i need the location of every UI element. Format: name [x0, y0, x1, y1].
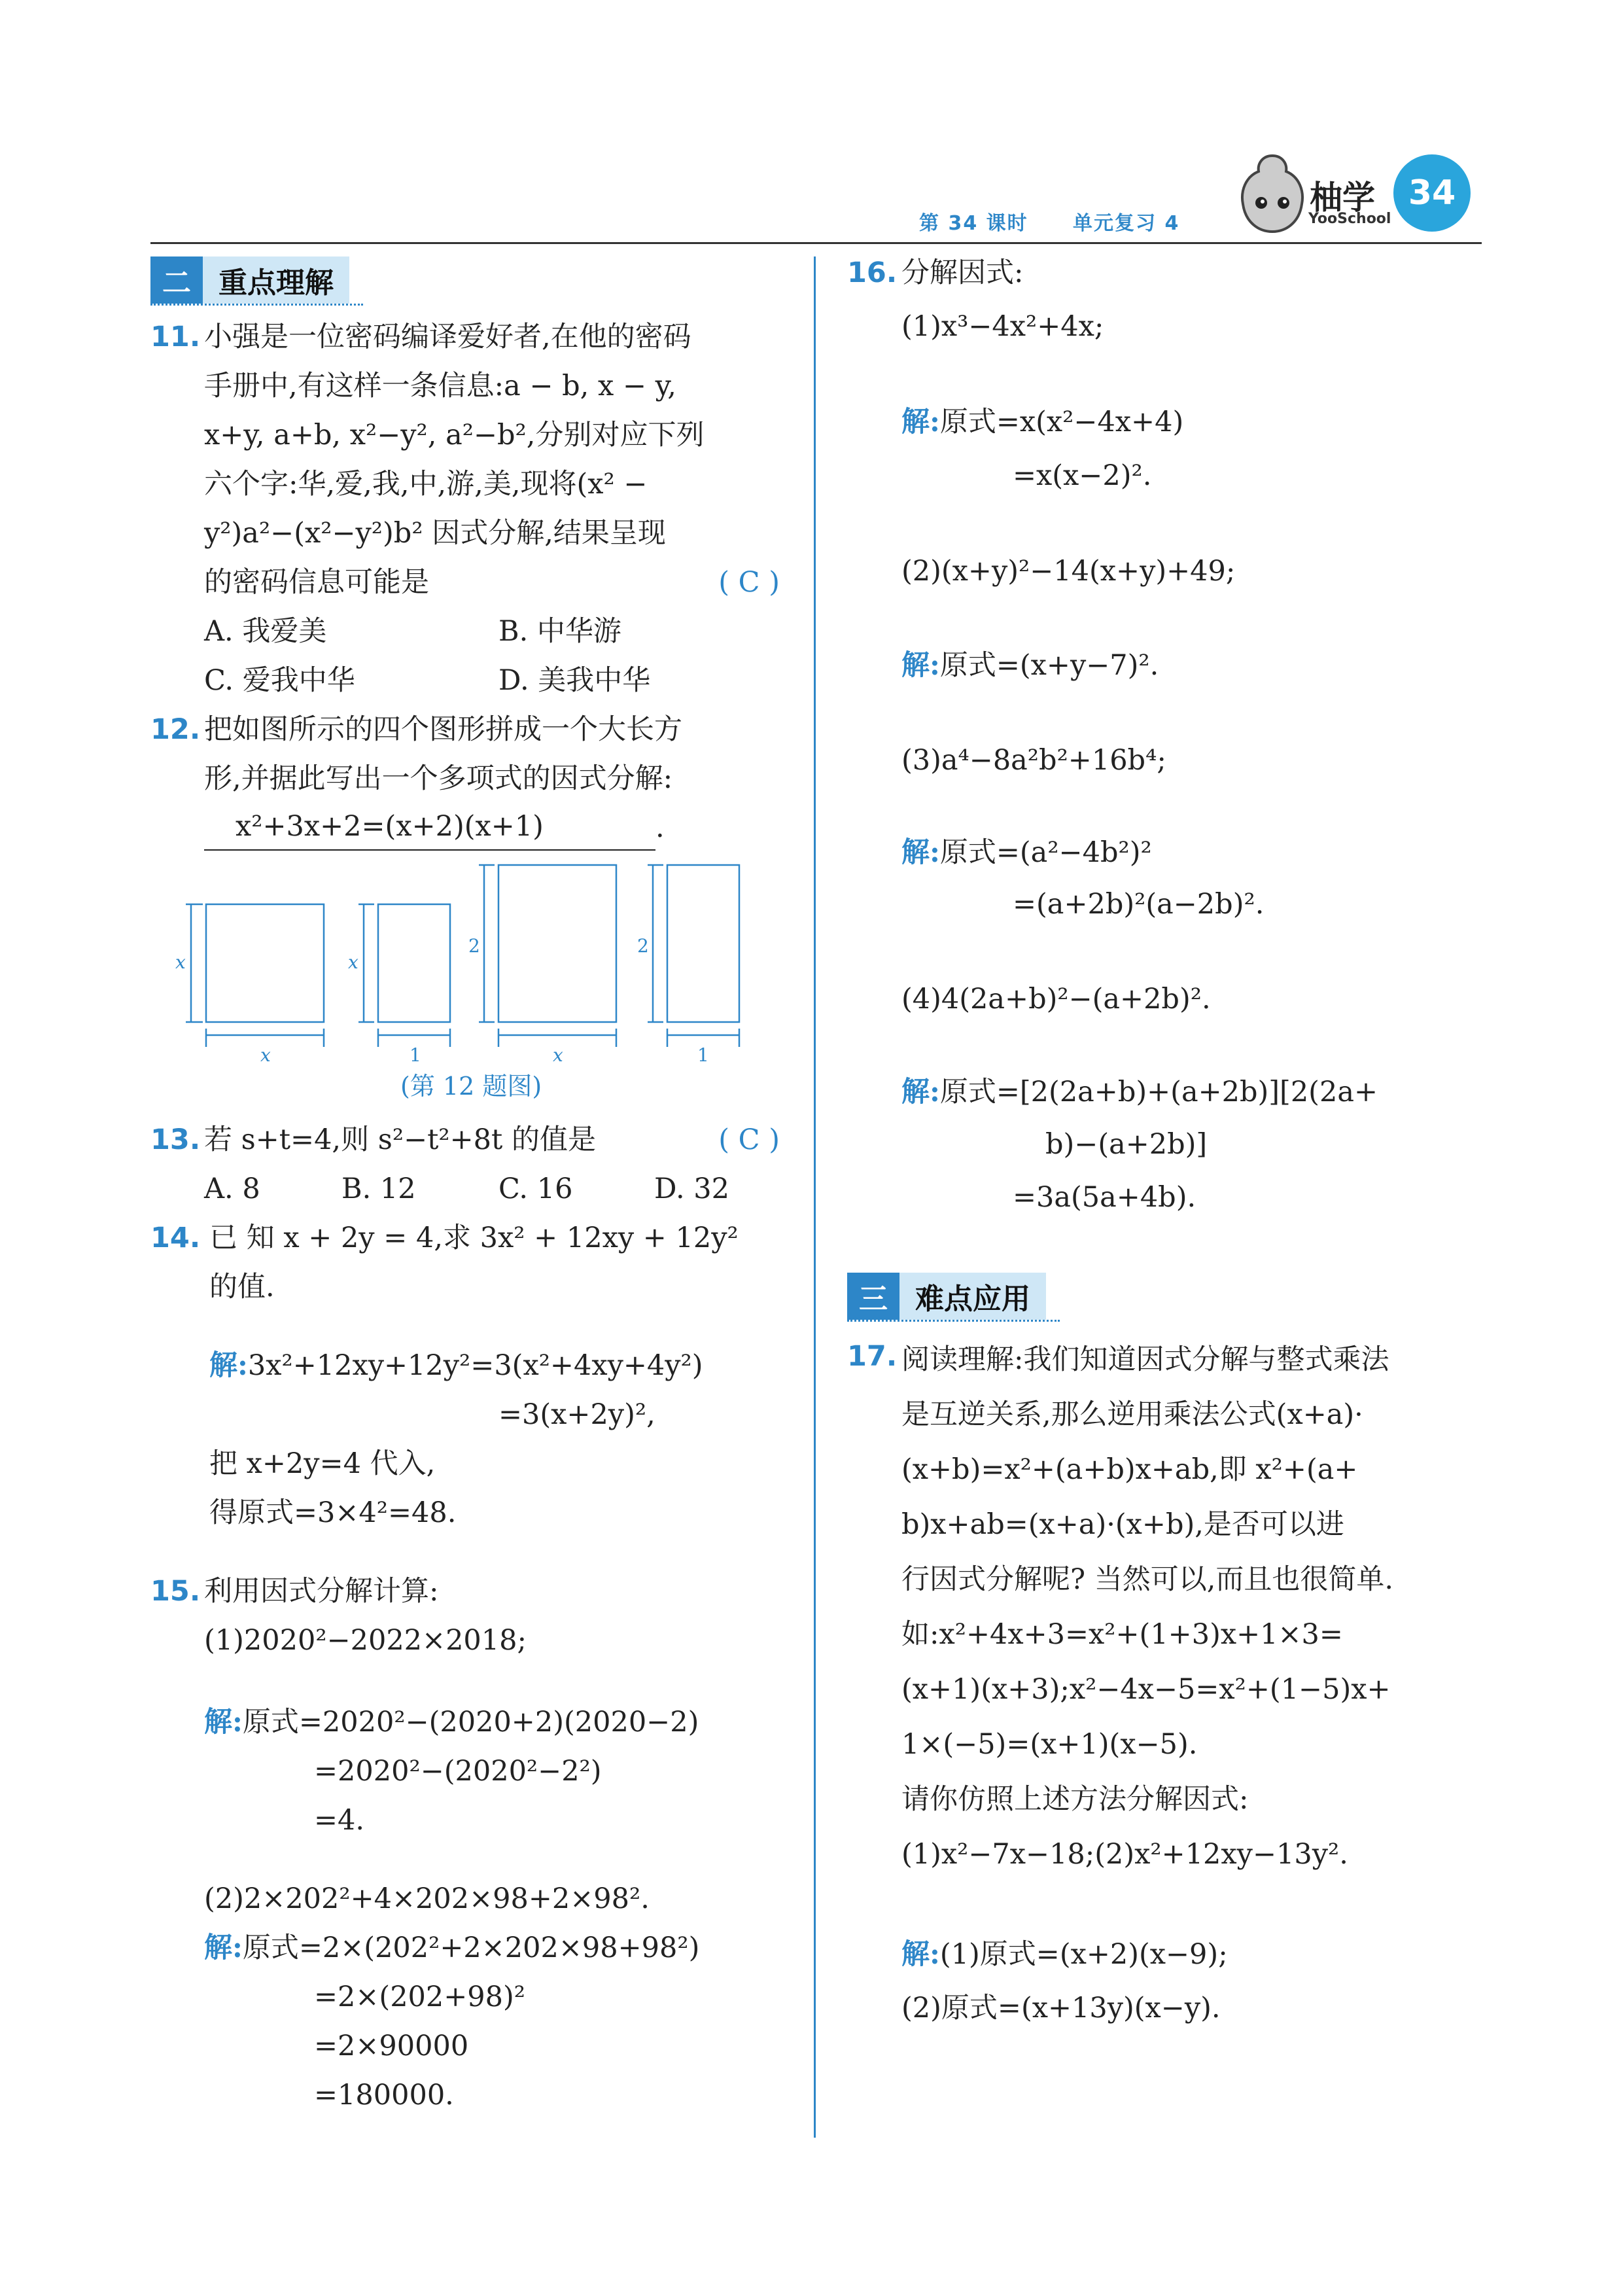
rect-2-1	[667, 865, 739, 1022]
solution-label: 解:	[901, 649, 940, 682]
q11-option-b: B. 中华游	[498, 615, 621, 648]
q17-line: 行因式分解呢? 当然可以,而且也很简单.	[901, 1563, 1394, 1596]
q14-line: 的值.	[209, 1271, 275, 1303]
q17-stem	[901, 1332, 1393, 1882]
q17-line: (x+b)=x²+(a+b)x+ab,即 x²+(a+	[901, 1453, 1358, 1486]
q12-period: .	[655, 811, 665, 844]
q16-solution1-line	[901, 398, 1183, 447]
q16-part3: (3)a⁴−8a²b²+16b⁴;	[901, 744, 1166, 777]
section-heading-key-understanding	[150, 256, 349, 304]
q17-line: 是互逆关系,那么逆用乘法公式(x+a)·	[901, 1398, 1363, 1431]
section-number: 三	[847, 1273, 899, 1320]
q11-line: y²)a²−(x²−y²)b² 因式分解,结果呈现	[204, 517, 666, 550]
q13-option-b: B. 12	[341, 1173, 416, 1205]
q16-solution4-line: b)−(a+2b)]	[1045, 1128, 1208, 1161]
q15-number: 15.	[150, 1575, 201, 1608]
q15-solution2-line: =180000.	[314, 2079, 454, 2111]
q17-line: 阅读理解:我们知道因式分解与整式乘法	[901, 1343, 1389, 1376]
q17-line: 如:x²+4x+3=x²+(1+3)x+1×3=	[901, 1618, 1343, 1651]
q17-line: 1×(−5)=(x+1)(x−5).	[901, 1728, 1198, 1761]
solution-label: 解:	[901, 406, 940, 438]
q13-number: 13.	[150, 1123, 201, 1156]
q11-option-c: C. 爱我中华	[204, 664, 355, 697]
q12-line: 形,并据此写出一个多项式的因式分解:	[204, 762, 673, 795]
q13-answer: ( C )	[718, 1123, 780, 1156]
section-underline	[150, 304, 363, 306]
label-x: x	[348, 951, 358, 973]
label-2: 2	[637, 935, 649, 957]
q11-stem	[204, 313, 780, 607]
q13-stem	[204, 1116, 780, 1165]
q17-line: (1)x²−7x−18;(2)x²+12xy−13y².	[901, 1838, 1348, 1871]
q12-figure	[170, 857, 778, 1067]
solution-label: 解:	[204, 1932, 243, 1964]
rect-2-x	[498, 865, 616, 1022]
q17-line: b)x+ab=(x+a)·(x+b),是否可以进	[901, 1508, 1344, 1541]
q16-sol-text: 原式=x(x²−4x+4)	[939, 406, 1184, 438]
q11-answer: ( C )	[718, 566, 780, 599]
q14-sol-text: 3x²+12xy+12y²=3(x²+4xy+4y²)	[247, 1349, 703, 1382]
q11-option-a: A. 我爱美	[204, 615, 327, 648]
q15-sol-text: 原式=2×(202²+2×202×98+98²)	[242, 1932, 700, 1964]
q11-number: 11.	[150, 321, 201, 353]
q12-answer-blank	[204, 804, 655, 851]
header-lesson: 第 34 课时	[919, 212, 1028, 235]
q16-solution3-line	[901, 828, 1152, 877]
header-rule	[150, 242, 1482, 244]
q17-line: 请你仿照上述方法分解因式:	[901, 1783, 1249, 1816]
q13-option-a: A. 8	[204, 1173, 260, 1205]
q12-figure-caption: (第 12 题图)	[400, 1072, 542, 1101]
q16-title: 分解因式:	[901, 256, 1024, 289]
q11-line: 六个字:华,爱,我,中,游,美,现将(x² −	[204, 468, 648, 501]
solution-label: 解:	[901, 836, 940, 869]
q15-solution1-line: =2020²−(2020²−2²)	[314, 1755, 602, 1788]
solution-label: 解:	[901, 1938, 940, 1971]
q12-answer: x²+3x+2=(x+2)(x+1)	[236, 810, 544, 843]
label-x: x	[260, 1044, 271, 1066]
q16-part1: (1)x³−4x²+4x;	[901, 310, 1104, 343]
section-heading-difficult-application	[847, 1273, 1046, 1320]
q15-sol-text: 原式=2020²−(2020+2)(2020−2)	[242, 1706, 699, 1739]
q13-text: 若 s+t=4,则 s²−t²+8t 的值是	[204, 1123, 596, 1156]
mascot-logo-icon	[1236, 150, 1308, 236]
q14-number: 14.	[150, 1222, 201, 1254]
q16-solution2-line	[901, 641, 1159, 690]
q14-solution-line: 把 x+2y=4 代入,	[209, 1447, 436, 1480]
label-1: 1	[697, 1044, 709, 1066]
label-x: x	[175, 951, 186, 973]
q12-line: 把如图所示的四个图形拼成一个大长方	[204, 713, 682, 746]
q14-solution-line	[209, 1341, 703, 1390]
q15-title: 利用因式分解计算:	[204, 1575, 439, 1608]
brand-chinese: 柚学	[1310, 179, 1375, 217]
q15-part2: (2)2×202²+4×202×98+2×98².	[204, 1882, 650, 1915]
solution-label: 解:	[901, 1076, 940, 1108]
solution-label: 解:	[204, 1706, 243, 1739]
section-title: 难点应用	[915, 1282, 1030, 1316]
column-divider	[814, 256, 816, 2138]
q15-part1: (1)2020²−2022×2018;	[204, 1624, 527, 1657]
label-2: 2	[468, 935, 480, 957]
brand-english: YooSchool	[1308, 211, 1391, 227]
q16-solution1-line: =x(x−2)².	[1013, 459, 1152, 492]
q15-solution1-line	[204, 1698, 699, 1747]
q14-solution-line: =3(x+2y)²,	[498, 1398, 655, 1431]
q16-part4: (4)4(2a+b)²−(a+2b)².	[901, 983, 1211, 1016]
q17-solution-line: (2)原式=(x+13y)(x−y).	[901, 1992, 1221, 2024]
solution-label: 解:	[209, 1349, 248, 1382]
q11-option-d: D. 美我中华	[498, 664, 651, 697]
q15-solution2-line: =2×90000	[314, 2030, 469, 2062]
q14-line: 已 知 x + 2y = 4,求 3x² + 12xy + 12y²	[209, 1222, 739, 1254]
q15-solution1-line: =4.	[314, 1804, 365, 1837]
q17-line: (x+1)(x+3);x²−4x−5=x²+(1−5)x+	[901, 1673, 1391, 1706]
q11-line: x+y, a+b, x²−y², a²−b²,分别对应下列	[204, 419, 705, 451]
q17-number: 17.	[847, 1340, 898, 1373]
section-underline	[847, 1320, 1060, 1322]
q15-solution2-line	[204, 1924, 699, 1973]
q17-sol-text: (1)原式=(x+2)(x−9);	[939, 1938, 1228, 1971]
q14-solution-line: 得原式=3×4²=48.	[209, 1496, 457, 1529]
q13-option-d: D. 32	[654, 1173, 729, 1205]
q11-line	[204, 558, 780, 607]
header-unit: 单元复习 4	[1073, 212, 1180, 235]
q16-sol-text: 原式=(x+y−7)².	[939, 649, 1159, 682]
q11-line: 小强是一位密码编译爱好者,在他的密码	[204, 321, 691, 353]
section-number: 二	[150, 256, 203, 304]
q16-solution3-line: =(a+2b)²(a−2b)².	[1013, 888, 1265, 921]
q16-solution4-line: =3a(5a+4b).	[1013, 1181, 1196, 1214]
rect-x-1	[378, 904, 450, 1022]
label-1: 1	[410, 1044, 421, 1066]
q16-part2: (2)(x+y)²−14(x+y)+49;	[901, 555, 1236, 588]
q17-solution-line	[901, 1930, 1228, 1979]
q16-solution4-line	[901, 1068, 1378, 1117]
q16-number: 16.	[847, 256, 898, 289]
page-number-badge: 34	[1393, 154, 1471, 232]
square-x-x	[206, 904, 324, 1022]
q15-solution2-line: =2×(202+98)²	[314, 1981, 526, 2013]
q11-line-text: 的密码信息可能是	[204, 566, 429, 599]
q13-option-c: C. 16	[498, 1173, 573, 1205]
q16-sol-text: 原式=[2(2a+b)+(a+2b)][2(2a+	[939, 1076, 1378, 1108]
section-title: 重点理解	[218, 266, 334, 300]
q11-line: 手册中,有这样一条信息:a − b, x − y,	[204, 370, 676, 402]
q16-sol-text: 原式=(a²−4b²)²	[939, 836, 1152, 869]
q12-number: 12.	[150, 713, 201, 746]
label-x: x	[553, 1044, 563, 1066]
